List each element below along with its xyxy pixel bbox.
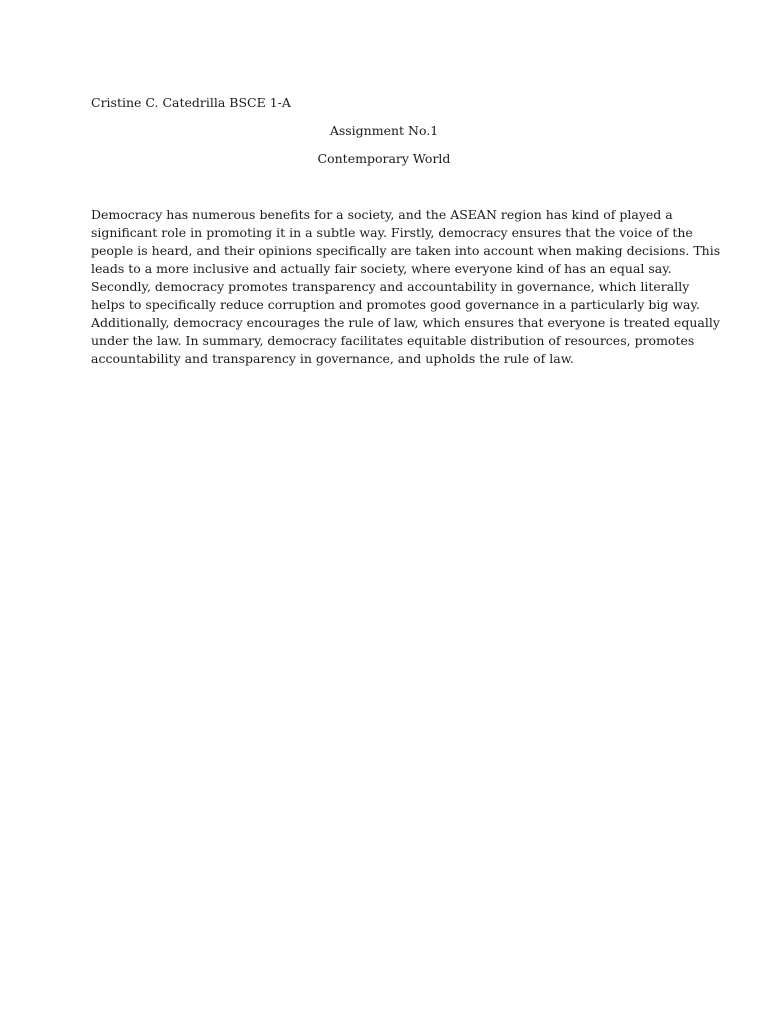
body-paragraph xyxy=(91,206,721,368)
course-title: Contemporary World xyxy=(317,151,451,166)
author-line: Cristine C. Catedrilla BSCE 1-A xyxy=(91,95,291,110)
body-line: accountability and transparency in governance, and upholds the rule of law. xyxy=(91,351,574,366)
body-line: helps to specifically reduce corruption and promotes good governance in a particularly big way. xyxy=(91,297,700,312)
body-line: leads to a more inclusive and actually fair society, where everyone kind of has an equal say. xyxy=(91,261,672,276)
body-line: people is heard, and their opinions specifically are taken into account when making decisions. This xyxy=(91,243,721,258)
body-line: Secondly, democracy promotes transparency and accountability in governance, which literally xyxy=(91,279,690,294)
body-line: Additionally, democracy encourages the rule of law, which ensures that everyone is treated equally xyxy=(91,315,720,330)
body-line: significant role in promoting it in a subtle way. Firstly, democracy ensures that the voice of the xyxy=(91,225,693,240)
body-line: Democracy has numerous benefits for a society, and the ASEAN region has kind of played a xyxy=(91,207,673,222)
body-line: under the law. In summary, democracy facilitates equitable distribution of resources, promotes xyxy=(91,333,695,348)
assignment-title: Assignment No.1 xyxy=(329,123,439,138)
